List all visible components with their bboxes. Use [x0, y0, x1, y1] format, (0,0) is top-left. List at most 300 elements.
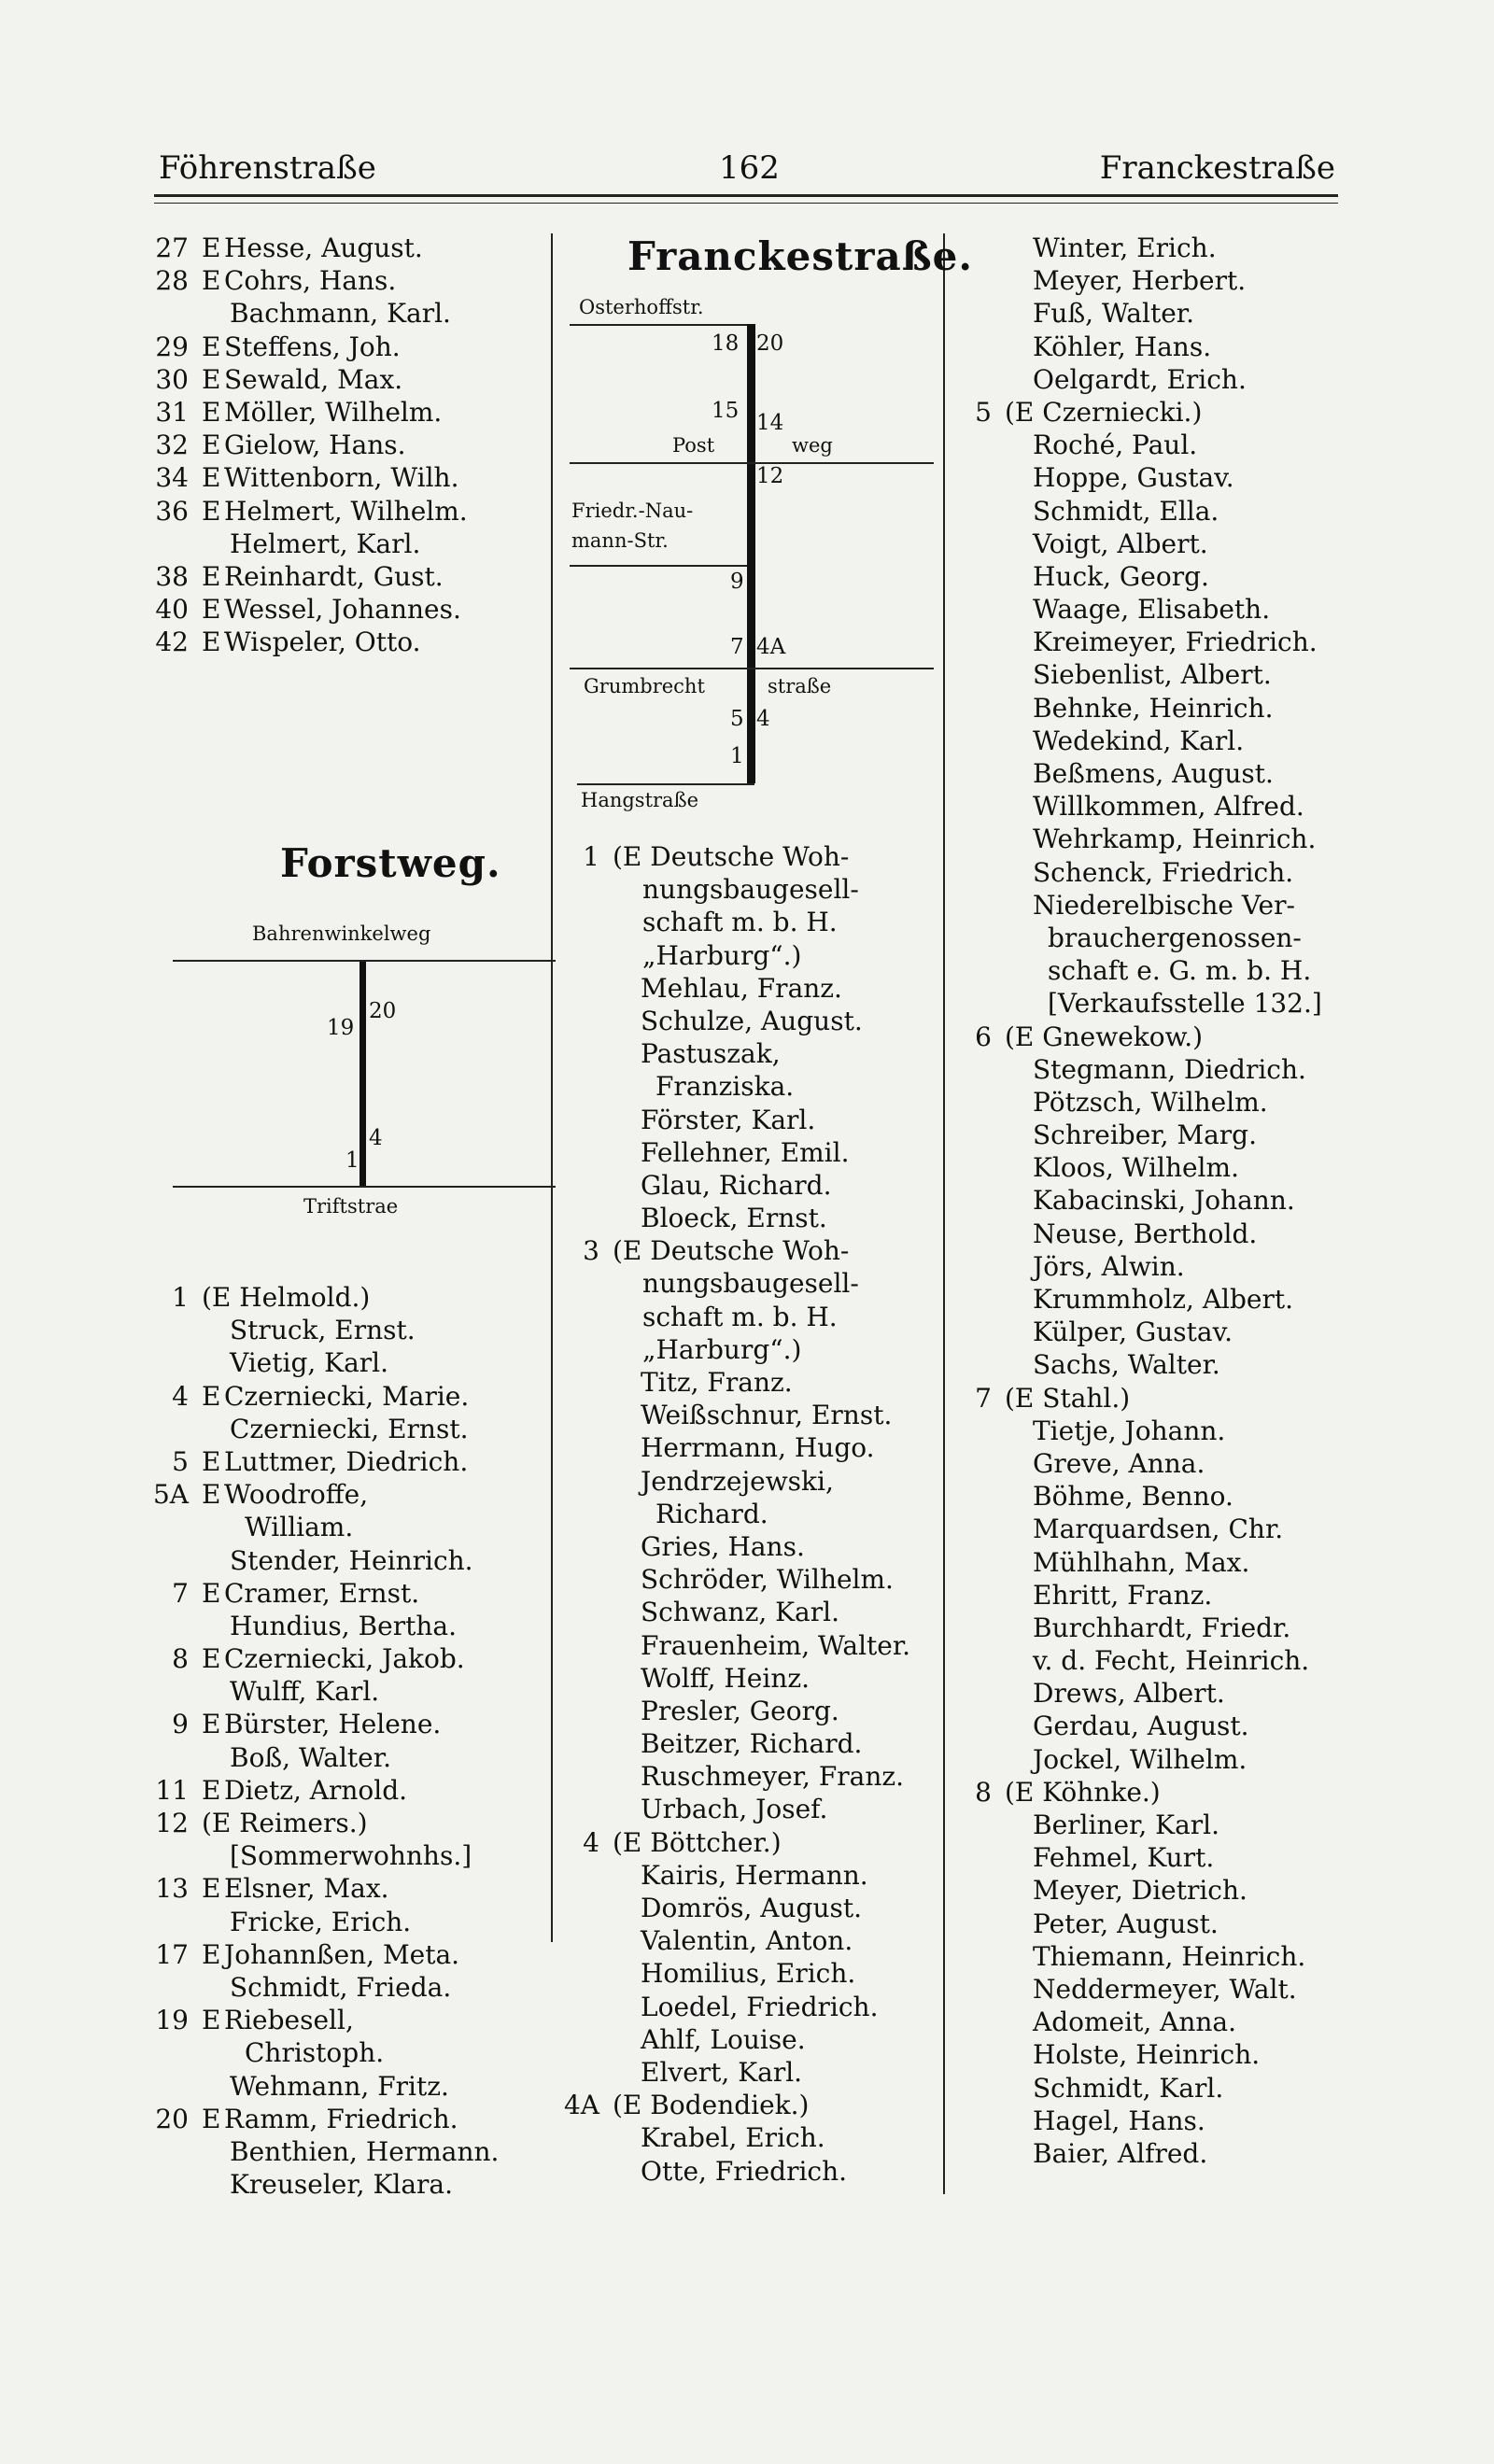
resident-name: (E Gnewekow.): [1005, 1021, 1204, 1052]
house-number: 40: [155, 594, 189, 626]
resident-name: Presler, Georg.: [641, 1695, 839, 1726]
house-number: 4: [583, 1826, 599, 1858]
directory-entry: [943, 658, 1345, 691]
resident-name: Stegmann, Diedrich.: [1033, 1053, 1306, 1085]
directory-entry: [943, 1053, 1345, 1086]
directory-entry: [140, 363, 551, 396]
directory-entry: [943, 1546, 1345, 1579]
resident-name: Köhler, Hans.: [1033, 331, 1212, 362]
house-number: 34: [155, 462, 189, 494]
directory-entry: [140, 1380, 551, 1413]
resident-name: nungsbaugesell-: [642, 1268, 859, 1300]
directory-entry: [140, 264, 551, 297]
resident-name: Cramer, Ernst.: [224, 1577, 420, 1609]
resident-name: Wittenborn, Wilh.: [224, 462, 459, 494]
directory-entry: [140, 2103, 551, 2135]
directory-entry: [943, 331, 1345, 363]
directory-entry: [551, 939, 943, 972]
resident-name: Winter, Erich.: [1033, 232, 1217, 263]
cross-street-line: [570, 565, 747, 567]
street-label: weg: [792, 434, 833, 457]
resident-name: (E Deutsche Woh-: [613, 1235, 850, 1267]
resident-name: Wulff, Karl.: [230, 1676, 380, 1708]
resident-name: Riebesell,: [224, 2005, 354, 2036]
directory-entry: [140, 1938, 551, 1971]
entry-list-forstweg: [140, 1281, 551, 2201]
house-number: 5: [172, 1445, 189, 1477]
house-number-label: 1: [730, 744, 744, 768]
owner-marker: E: [202, 363, 221, 395]
resident-name: Valentin, Anton.: [641, 1925, 853, 1957]
directory-entry: [140, 331, 551, 363]
house-number-label: 7: [730, 635, 744, 659]
directory-entry: [140, 1346, 551, 1379]
directory-entry: [943, 1283, 1345, 1316]
entry-list-foehrenstrasse: [140, 232, 551, 658]
directory-entry: [943, 528, 1345, 560]
street-map-forstweg: [173, 915, 565, 1232]
directory-entry: [140, 1577, 551, 1610]
resident-name: Schulze, August.: [641, 1005, 863, 1036]
resident-name: Christoph.: [245, 2037, 385, 2069]
resident-name: Ramm, Friedrich.: [224, 2103, 458, 2134]
directory-entry: [140, 1642, 551, 1675]
resident-name: [Sommerwohnhs.]: [230, 1840, 472, 1872]
directory-entry: [140, 396, 551, 429]
street-label-bottom: Triftstrae: [303, 1195, 399, 1218]
directory-entry: [551, 1859, 943, 1892]
directory-entry: [943, 2006, 1345, 2038]
directory-entry: [943, 1612, 1345, 1644]
directory-entry: [551, 1924, 943, 1957]
section-title-franckestrasse: Franckestraße.: [627, 233, 973, 279]
directory-entry: [140, 429, 551, 461]
directory-entry: [551, 972, 943, 1005]
resident-name: Gerdau, August.: [1033, 1711, 1249, 1742]
resident-name: Fuß, Walter.: [1033, 298, 1194, 330]
directory-entry: [140, 1807, 551, 1839]
resident-name: Czerniecki, Jakob.: [224, 1643, 465, 1675]
resident-name: Herrmann, Hugo.: [641, 1432, 875, 1464]
resident-name: Otte, Friedrich.: [641, 2155, 848, 2187]
directory-entry: [943, 987, 1345, 1020]
directory-entry: [943, 232, 1345, 264]
directory-entry: [943, 1940, 1345, 1973]
resident-name: Siebenlist, Albert.: [1033, 659, 1272, 691]
directory-entry: [140, 297, 551, 330]
directory-entry: [943, 1874, 1345, 1907]
cross-street-line: [173, 1186, 556, 1188]
directory-entry: [551, 1301, 943, 1333]
resident-name: Pastuszak,: [641, 1038, 781, 1070]
house-number-label: 4A: [756, 635, 786, 659]
resident-name: Stender, Heinrich.: [230, 1544, 473, 1576]
directory-entry: [943, 1348, 1345, 1381]
resident-name: Bloeck, Ernst.: [641, 1203, 827, 1234]
resident-name: Schmidt, Frieda.: [230, 1971, 452, 2003]
directory-entry: [140, 2004, 551, 2036]
directory-entry: [943, 2137, 1345, 2170]
resident-name: Czerniecki, Marie.: [224, 1380, 470, 1412]
resident-name: Schwanz, Karl.: [641, 1597, 839, 1628]
directory-entry: [140, 2135, 551, 2168]
house-number-label: 4: [756, 707, 770, 731]
directory-entry: [551, 1267, 943, 1300]
house-number: 17: [155, 1938, 189, 1970]
directory-entry: [551, 1596, 943, 1628]
directory-entry: [140, 1314, 551, 1346]
resident-name: Kloos, Wilhelm.: [1033, 1152, 1239, 1184]
resident-name: Homilius, Erich.: [641, 1958, 856, 1990]
directory-entry: [551, 1662, 943, 1695]
resident-name: Glau, Richard.: [641, 1169, 832, 1201]
resident-name: Schreiber, Marg.: [1033, 1119, 1257, 1151]
owner-marker: E: [202, 2103, 221, 2134]
directory-entry: [140, 560, 551, 593]
resident-name: Schmidt, Ella.: [1033, 495, 1219, 527]
resident-name: Sachs, Walter.: [1033, 1349, 1220, 1381]
house-number: 38: [155, 560, 189, 592]
house-number: 31: [155, 396, 189, 428]
house-number: 7: [975, 1382, 992, 1414]
directory-entry: [551, 1760, 943, 1793]
resident-name: Wispeler, Otto.: [224, 627, 421, 658]
street-label: straße: [768, 675, 832, 697]
house-number: 20: [155, 2103, 189, 2134]
resident-name: Krummholz, Albert.: [1033, 1284, 1294, 1315]
directory-entry: [140, 1741, 551, 1774]
resident-name: Huck, Georg.: [1033, 560, 1209, 592]
resident-name: (E Czerniecki.): [1005, 396, 1203, 428]
page-number: 162: [719, 149, 780, 187]
directory-entry: [943, 1447, 1345, 1480]
resident-name: Bürster, Helene.: [224, 1709, 442, 1740]
resident-name: schaft e. G. m. b. H.: [1048, 955, 1312, 987]
directory-entry: [140, 1544, 551, 1577]
resident-name: Jörs, Alwin.: [1033, 1250, 1185, 1282]
resident-name: Steffens, Joh.: [224, 331, 401, 362]
resident-name: Roché, Paul.: [1033, 429, 1198, 461]
resident-name: Vietig, Karl.: [230, 1347, 389, 1379]
resident-name: Holste, Heinrich.: [1033, 2039, 1261, 2071]
resident-name: Waage, Elisabeth.: [1033, 594, 1271, 626]
street-label-top: Bahrenwinkelweg: [252, 922, 431, 945]
resident-name: (E Bodendiek.): [613, 2090, 810, 2121]
directory-entry: [140, 1675, 551, 1708]
header-rule: [154, 194, 1338, 197]
resident-name: Sewald, Max.: [224, 363, 403, 395]
resident-name: schaft m. b. H.: [642, 907, 838, 938]
resident-name: Bachmann, Karl.: [230, 298, 451, 330]
owner-marker: E: [202, 2005, 221, 2036]
directory-entry: [943, 1710, 1345, 1742]
street-map-franckestrasse: [570, 285, 938, 817]
directory-entry: [943, 725, 1345, 757]
house-number-label: 15: [712, 399, 740, 423]
directory-entry: [943, 429, 1345, 461]
house-number: 3: [583, 1235, 599, 1267]
directory-entry: [551, 1366, 943, 1399]
resident-name: (E Köhnke.): [1005, 1776, 1161, 1808]
directory-entry: [943, 495, 1345, 528]
directory-entry: [943, 1908, 1345, 1940]
directory-entry: [551, 873, 943, 906]
directory-entry: [551, 1136, 943, 1169]
directory-entry: [943, 1151, 1345, 1184]
street-label: Friedr.-Nau-: [571, 500, 694, 522]
resident-name: Schröder, Wilhelm.: [641, 1564, 894, 1596]
directory-entry: [551, 2023, 943, 2056]
resident-name: Benthien, Hermann.: [230, 2135, 500, 2167]
resident-name: Luttmer, Diedrich.: [224, 1445, 469, 1477]
resident-name: (E Deutsche Woh-: [613, 841, 850, 872]
resident-name: William.: [245, 1512, 354, 1543]
owner-marker: E: [202, 1577, 221, 1609]
resident-name: Mühlhahn, Max.: [1033, 1546, 1250, 1578]
directory-entry: [551, 1826, 943, 1859]
directory-entry: [140, 495, 551, 528]
house-number: 8: [975, 1776, 992, 1808]
cross-street-line: [570, 668, 934, 669]
directory-entry: [943, 757, 1345, 790]
house-number: 4: [172, 1380, 189, 1412]
resident-name: (E Böttcher.): [613, 1826, 782, 1858]
directory-entry: [551, 2121, 943, 2154]
cross-street-line: [577, 783, 754, 785]
resident-name: Schmidt, Karl.: [1033, 2072, 1224, 2104]
resident-name: Meyer, Dietrich.: [1033, 1875, 1247, 1907]
directory-entry: [551, 1563, 943, 1596]
directory-entry: [943, 1021, 1345, 1053]
house-number-label: 9: [730, 570, 744, 594]
directory-entry: [943, 1973, 1345, 2006]
directory-entry: [551, 906, 943, 938]
house-number: 5: [975, 396, 992, 428]
resident-name: Baier, Alfred.: [1033, 2137, 1208, 2169]
directory-entry: [140, 1610, 551, 1642]
directory-entry: [551, 2089, 943, 2121]
resident-name: Drews, Albert.: [1033, 1678, 1225, 1710]
resident-name: (E Reimers.): [202, 1808, 368, 1838]
resident-name: Elsner, Max.: [224, 1873, 389, 1905]
resident-name: Krabel, Erich.: [641, 2122, 825, 2154]
street-label: mann-Str.: [571, 529, 669, 552]
owner-marker: E: [202, 594, 221, 626]
resident-name: „Harburg“.): [642, 939, 802, 971]
resident-name: Ahlf, Louise.: [641, 2023, 806, 2055]
directory-entry: [140, 1774, 551, 1807]
house-number: 32: [155, 429, 189, 461]
directory-entry: [140, 1708, 551, 1740]
resident-name: nungsbaugesell-: [642, 874, 859, 906]
resident-name: Kreimeyer, Friedrich.: [1033, 627, 1318, 658]
resident-name: Cohrs, Hans.: [224, 265, 397, 297]
directory-entry: [943, 593, 1345, 626]
resident-name: Struck, Ernst.: [230, 1315, 416, 1346]
resident-name: Berliner, Karl.: [1033, 1809, 1220, 1840]
directory-entry: [943, 1776, 1345, 1809]
resident-name: Fehmel, Kurt.: [1033, 1842, 1215, 1874]
resident-name: Ruschmeyer, Franz.: [641, 1761, 905, 1793]
resident-name: Wedekind, Karl.: [1033, 725, 1245, 756]
house-number-label: 1: [345, 1148, 359, 1173]
directory-entry: [943, 1218, 1345, 1250]
house-number: 4A: [563, 2090, 599, 2121]
running-head-right: Franckestraße: [1099, 149, 1335, 187]
street-bar: [747, 324, 755, 783]
section-title-forstweg: Forstweg.: [280, 840, 501, 886]
resident-name: v. d. Fecht, Heinrich.: [1033, 1645, 1310, 1677]
directory-entry: [140, 2070, 551, 2103]
resident-name: Mehlau, Franz.: [641, 972, 842, 1004]
directory-entry: [551, 1169, 943, 1202]
resident-name: Jockel, Wilhelm.: [1033, 1743, 1247, 1775]
resident-name: Niederelbische Ver-: [1033, 889, 1295, 921]
owner-marker: E: [202, 1380, 221, 1412]
resident-name: Neddermeyer, Walt.: [1033, 1973, 1297, 2005]
resident-name: Hundius, Bertha.: [230, 1610, 457, 1641]
resident-name: Gries, Hans.: [641, 1530, 805, 1562]
house-number-label: 4: [369, 1126, 383, 1150]
directory-entry: [943, 922, 1345, 954]
directory-entry: [551, 1991, 943, 2023]
directory-entry: [551, 840, 943, 873]
resident-name: Loedel, Friedrich.: [641, 1991, 879, 2022]
directory-entry: [140, 2036, 551, 2069]
resident-name: Möller, Wilhelm.: [224, 396, 443, 428]
directory-entry: [551, 1695, 943, 1727]
resident-name: Woodroffe,: [224, 1479, 369, 1511]
directory-entry: [140, 1839, 551, 1872]
directory-entry: [551, 2155, 943, 2188]
directory-entry: [943, 626, 1345, 658]
directory-entry: [140, 1511, 551, 1543]
house-number: 12: [155, 1808, 189, 1838]
directory-entry: [943, 396, 1345, 429]
resident-name: Oelgardt, Erich.: [1033, 363, 1247, 395]
house-number: 7: [172, 1577, 189, 1609]
resident-name: Hagel, Hans.: [1033, 2105, 1205, 2136]
owner-marker: E: [202, 331, 221, 362]
resident-name: Boß, Walter.: [230, 1741, 391, 1773]
house-number-label: 5: [730, 707, 744, 731]
directory-entry: [551, 1234, 943, 1267]
house-number: 9: [172, 1709, 189, 1740]
resident-name: (E Helmold.): [202, 1282, 371, 1313]
cross-street-line: [570, 324, 747, 326]
street-label: Hangstraße: [581, 789, 699, 811]
resident-name: Reinhardt, Gust.: [224, 560, 444, 592]
house-number: 1: [172, 1282, 189, 1313]
owner-marker: E: [202, 462, 221, 494]
directory-entry: [943, 2038, 1345, 2071]
resident-name: Jendrzejewski,: [641, 1465, 834, 1497]
directory-entry: [551, 1431, 943, 1464]
resident-name: Marquardsen, Chr.: [1033, 1514, 1284, 1545]
resident-name: Fellehner, Emil.: [641, 1136, 850, 1168]
directory-entry: [943, 1382, 1345, 1415]
directory-entry: [551, 1530, 943, 1563]
owner-marker: E: [202, 1938, 221, 1970]
directory-entry: [140, 461, 551, 494]
resident-name: Neuse, Berthold.: [1033, 1218, 1258, 1249]
directory-entry: [943, 1841, 1345, 1874]
house-number: 29: [155, 331, 189, 362]
house-number: 42: [155, 627, 189, 658]
directory-entry: [140, 232, 551, 264]
resident-name: Ehritt, Franz.: [1033, 1579, 1213, 1611]
street-bar: [359, 962, 366, 1186]
directory-entry: [943, 461, 1345, 494]
resident-name: Urbach, Josef.: [641, 1794, 828, 1825]
owner-marker: E: [202, 1774, 221, 1806]
resident-name: Hoppe, Gustav.: [1033, 462, 1234, 494]
owner-marker: E: [202, 1873, 221, 1905]
directory-entry: [943, 1743, 1345, 1776]
resident-name: Kreuseler, Klara.: [230, 2169, 454, 2201]
owner-marker: E: [202, 429, 221, 461]
entry-list-franckestrasse: [551, 840, 943, 2188]
directory-entry: [140, 2168, 551, 2201]
resident-name: Böhme, Benno.: [1033, 1481, 1233, 1513]
directory-entry: [551, 1037, 943, 1070]
owner-marker: E: [202, 560, 221, 592]
resident-name: Frauenheim, Walter.: [641, 1629, 911, 1661]
resident-name: Domrös, August.: [641, 1893, 863, 1923]
directory-entry: [551, 1399, 943, 1431]
resident-name: Weißschnur, Ernst.: [641, 1400, 893, 1431]
resident-name: Beßmens, August.: [1033, 758, 1274, 789]
house-number-label: 19: [327, 1016, 355, 1040]
entry-list-franckestrasse-cont: [943, 232, 1345, 2170]
resident-name: Behnke, Heinrich.: [1033, 692, 1274, 724]
header-rule-thin: [154, 203, 1338, 204]
street-label: Post: [672, 434, 715, 457]
house-number: 19: [155, 2005, 189, 2036]
resident-name: Johannßen, Meta.: [224, 1938, 460, 1970]
directory-entry: [551, 1333, 943, 1366]
directory-entry: [140, 1872, 551, 1905]
directory-entry: [551, 1727, 943, 1760]
resident-name: Burchhardt, Friedr.: [1033, 1612, 1291, 1643]
directory-entry: [943, 2105, 1345, 2137]
resident-name: Adomeit, Anna.: [1033, 2006, 1237, 2038]
cross-street-line: [570, 462, 934, 464]
resident-name: Fricke, Erich.: [230, 1906, 412, 1937]
directory-entry: [551, 1465, 943, 1498]
resident-name: Meyer, Herbert.: [1033, 265, 1247, 297]
directory-entry: [943, 1513, 1345, 1545]
resident-name: Wehrkamp, Heinrich.: [1033, 824, 1317, 855]
directory-entry: [140, 1281, 551, 1314]
directory-entry: [943, 1480, 1345, 1513]
resident-name: Gielow, Hans.: [224, 429, 406, 461]
directory-entry: [140, 1478, 551, 1511]
house-number-label: 20: [369, 999, 397, 1023]
directory-entry: [551, 1793, 943, 1825]
directory-entry: [943, 560, 1345, 593]
directory-entry: [551, 1104, 943, 1136]
house-number: 36: [155, 495, 189, 527]
street-label: Grumbrecht: [584, 675, 705, 697]
directory-entry: [943, 1119, 1345, 1151]
house-number: 1: [583, 841, 599, 872]
directory-entry: [551, 2056, 943, 2089]
resident-name: Helmert, Karl.: [230, 528, 421, 559]
directory-entry: [943, 363, 1345, 396]
directory-entry: [943, 1086, 1345, 1119]
owner-marker: E: [202, 265, 221, 297]
